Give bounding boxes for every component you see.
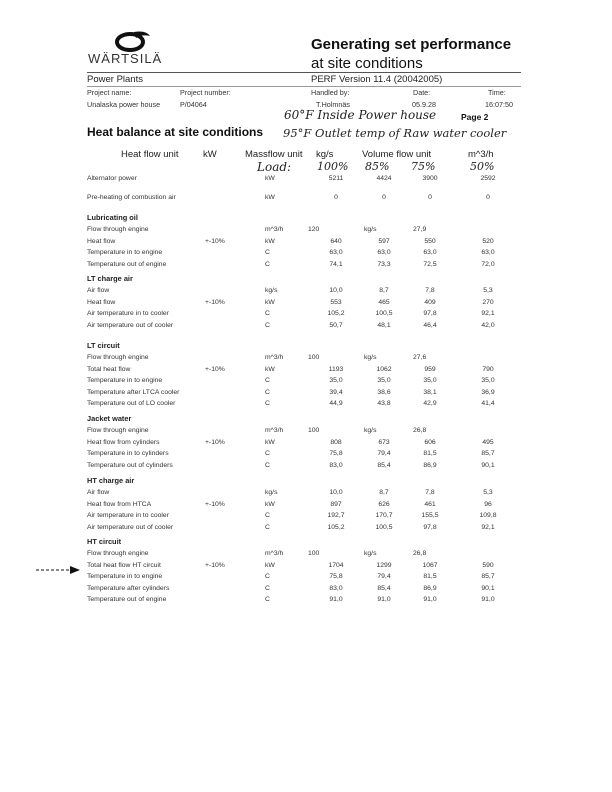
flow-row-unit: m^3/h [265, 226, 284, 233]
table-row-value-50: 85,7 [481, 573, 495, 580]
col-header-massflow-unit: Massflow unit [245, 149, 303, 160]
project-number-value: P/04064 [180, 100, 207, 109]
flow-row-unit: m^3/h [265, 550, 284, 557]
table-row-value-75: 42,9 [423, 400, 437, 407]
table-row-value-85: 1299 [376, 561, 392, 569]
table-row-value-50: 63,0 [481, 249, 495, 256]
table-row-value-75: 7,8 [425, 489, 435, 496]
table-row-value-100: 10,0 [329, 489, 343, 496]
preheating-row-label: Pre-heating of combustion air [87, 194, 176, 201]
table-row-unit: kg/s [265, 489, 278, 496]
table-row-tolerance: +-10% [205, 365, 225, 373]
table-row-value-85: 85,4 [377, 584, 391, 592]
alternator-power-row-value-50: 2592 [480, 175, 496, 182]
table-row-value-85: 673 [378, 438, 390, 446]
table-row-unit: C [265, 461, 270, 469]
table-row-value-50: 91,0 [481, 596, 495, 603]
page-number: Page 2 [461, 112, 489, 122]
table-row-value-75: 86,9 [423, 461, 437, 469]
table-row-value-75: 550 [424, 237, 436, 245]
flow-row-value: 100 [308, 550, 320, 557]
alternator-power-row-value-75: 3900 [422, 175, 438, 182]
table-row-label: Temperature out of LO cooler [87, 400, 176, 407]
table-row-value-100: 1193 [328, 365, 344, 373]
table-row-tolerance: +-10% [205, 298, 225, 306]
project-number-label: Project number: [180, 88, 231, 97]
flow-row-label: Flow through engine [87, 427, 149, 434]
preheating-row-value-85: 0 [382, 194, 386, 201]
section-title: LT circuit [87, 341, 120, 350]
table-row-value-100: 808 [330, 438, 342, 446]
header-rule-2 [87, 86, 521, 87]
flow-row-value: 120 [308, 226, 320, 233]
table-row-value-100: 83,0 [329, 461, 343, 469]
arrow-right-icon [36, 565, 80, 575]
table-row-label: Heat flow from HTCA [87, 500, 152, 508]
flow-row-value2: 27,9 [413, 226, 427, 233]
table-row-label: Temperature out of engine [87, 596, 167, 603]
handled-by-label: Handled by: [311, 88, 350, 97]
table-row-unit: C [265, 321, 270, 329]
table-row-value-75: 38,1 [423, 388, 437, 396]
table-row-value-75: 1067 [422, 561, 438, 569]
table-row-value-100: 35,0 [329, 377, 343, 384]
table-row-value-85: 48,1 [377, 321, 391, 329]
perf-version: PERF Version 11.4 (20042005) [311, 74, 443, 85]
table-row-value-85: 38,6 [377, 388, 391, 396]
section-title: LT charge air [87, 274, 133, 283]
table-row-value-50: 92,1 [481, 523, 495, 531]
flow-row-unit2: kg/s [364, 354, 377, 361]
table-row-unit: kW [265, 500, 275, 508]
table-row-value-50: 520 [482, 237, 494, 245]
table-row-label: Temperature after LTCA cooler [87, 388, 180, 396]
table-row-value-75: 97,8 [423, 310, 437, 317]
table-row-value-100: 553 [330, 298, 342, 306]
table-row-label: Total heat flow HT circuit [87, 561, 161, 569]
project-name-value: Unalaska power house [87, 100, 161, 109]
table-row-value-75: 81,5 [423, 450, 437, 457]
table-row-value-100: 192,7 [327, 512, 345, 519]
flow-row-unit2: kg/s [364, 427, 377, 434]
table-row-unit: kg/s [265, 287, 278, 294]
table-row-value-50: 90,1 [481, 461, 495, 469]
table-row-unit: C [265, 400, 270, 407]
table-row-label: Heat flow from cylinders [87, 438, 160, 446]
table-row-value-75: 409 [424, 298, 436, 306]
page-subtitle: at site conditions [311, 55, 423, 72]
table-row-unit: C [265, 249, 270, 256]
table-row-value-85: 73,3 [377, 260, 391, 268]
flow-row-unit: m^3/h [265, 354, 284, 361]
table-row-value-85: 8,7 [379, 489, 389, 496]
handwritten-load-label: Load: [257, 160, 292, 174]
table-row-value-85: 170,7 [375, 512, 393, 519]
flow-row-label: Flow through engine [87, 226, 149, 233]
project-name-label: Project name: [87, 88, 132, 97]
col-header-heat-flow-unit: Heat flow unit [121, 149, 179, 160]
table-row-value-100: 39,4 [329, 388, 343, 396]
table-row-value-100: 10,0 [329, 287, 343, 294]
table-row-value-50: 590 [482, 561, 494, 569]
table-row-value-85: 79,4 [377, 450, 391, 457]
table-row-value-100: 63,0 [329, 249, 343, 256]
table-row-label: Heat flow [87, 298, 116, 306]
table-row-value-75: 91,0 [423, 596, 437, 603]
wartsila-logo-icon [112, 30, 152, 52]
table-row-value-50: 36,9 [481, 388, 495, 396]
table-row-unit: C [265, 596, 270, 603]
table-row-unit: C [265, 388, 270, 396]
preheating-row-value-50: 0 [486, 194, 490, 201]
date-value: 05.9.28 [412, 100, 436, 109]
col-header-m3h: m^3/h [468, 149, 494, 160]
table-row-unit: C [265, 260, 270, 268]
table-row-value-100: 50,7 [329, 321, 343, 329]
table-row-unit: C [265, 310, 270, 317]
table-row-unit: C [265, 450, 270, 457]
table-row-value-50: 42,0 [481, 321, 495, 329]
table-row-value-50: 92,1 [481, 310, 495, 317]
table-row-unit: C [265, 377, 270, 384]
table-row-value-85: 626 [378, 500, 390, 508]
table-row-value-100: 74,1 [329, 260, 343, 268]
table-row-value-85: 35,0 [377, 377, 391, 384]
preheating-row-value-75: 0 [428, 194, 432, 201]
table-row-label: Air temperature out of cooler [87, 523, 174, 531]
table-row-value-85: 63,0 [377, 249, 391, 256]
table-row-value-100: 75,8 [329, 450, 343, 457]
table-row-unit: kW [265, 237, 275, 245]
table-row-value-75: 81,5 [423, 573, 437, 580]
table-row-value-100: 91,0 [329, 596, 343, 603]
handled-by-value: T.Holmnäs [316, 100, 350, 109]
handwritten-load-100: 100% [317, 160, 349, 173]
table-row-label: Temperature in to engine [87, 377, 163, 384]
table-row-unit: kW [265, 365, 275, 373]
table-row-value-75: 97,8 [423, 523, 437, 531]
table-row-value-85: 100,5 [375, 523, 393, 531]
table-row-value-50: 90,1 [481, 584, 495, 592]
table-row-value-50: 72,0 [481, 260, 495, 268]
flow-row-value: 100 [308, 354, 320, 361]
handwritten-load-85: 85% [365, 160, 390, 173]
table-row-value-75: 46,4 [423, 321, 437, 329]
table-row-value-85: 100,5 [375, 310, 393, 317]
table-row-value-50: 5,3 [483, 489, 493, 496]
table-row-unit: kW [265, 298, 275, 306]
table-title: Heat balance at site conditions [87, 125, 264, 139]
section-title: HT circuit [87, 537, 122, 546]
brand-name: WÄRTSILÄ [88, 51, 163, 66]
page-title: Generating set performance [311, 36, 512, 53]
table-row-value-100: 83,0 [329, 584, 343, 592]
table-row-value-100: 1704 [328, 561, 344, 569]
table-row-value-85: 597 [378, 237, 390, 245]
table-row-value-85: 8,7 [379, 287, 389, 294]
table-row-label: Air temperature out of cooler [87, 321, 174, 329]
flow-row-label: Flow through engine [87, 550, 149, 557]
table-row-value-50: 96 [484, 500, 492, 508]
handwritten-note-2: 95°F Outlet temp of Raw water cooler [283, 126, 507, 140]
table-row-tolerance: +-10% [205, 500, 225, 508]
table-row-value-75: 86,9 [423, 584, 437, 592]
table-row-unit: C [265, 584, 270, 592]
table-row-value-100: 75,8 [329, 573, 343, 580]
time-value: 16:07:50 [485, 100, 513, 109]
table-row-value-50: 790 [482, 365, 494, 373]
division-name: Power Plants [87, 74, 143, 85]
handwritten-load-75: 75% [411, 160, 436, 173]
handwritten-note-1: 60°F Inside Power house [284, 108, 437, 122]
preheating-row-value-100: 0 [334, 194, 338, 201]
date-label: Date: [413, 88, 431, 97]
table-row-tolerance: +-10% [205, 561, 225, 569]
table-row-value-75: 72,5 [423, 260, 437, 268]
col-header-kgs: kg/s [316, 149, 334, 160]
table-row-value-75: 461 [424, 500, 436, 508]
flow-row-value2: 27,6 [413, 354, 427, 361]
table-row-value-85: 79,4 [377, 573, 391, 580]
section-title: Jacket water [87, 414, 132, 423]
section-title: HT charge air [87, 476, 135, 485]
handwritten-load-50: 50% [470, 160, 495, 173]
section-title: Lubricating oil [87, 213, 138, 222]
alternator-power-row-value-100: 5211 [328, 175, 344, 182]
table-row-value-75: 959 [424, 365, 436, 373]
table-row-value-85: 43,8 [377, 400, 391, 407]
table-row-label: Temperature in to cylinders [87, 450, 169, 457]
table-row-value-75: 606 [424, 438, 436, 446]
table-row-label: Air flow [87, 489, 110, 496]
table-row-label: Total heat flow [87, 365, 131, 373]
table-row-unit: C [265, 523, 270, 531]
flow-row-unit2: kg/s [364, 226, 377, 233]
table-row-value-85: 1062 [376, 365, 392, 373]
table-row-label: Temperature out of engine [87, 260, 167, 268]
table-row-unit: kW [265, 561, 275, 569]
flow-row-value2: 26,8 [413, 550, 427, 557]
table-row-label: Heat flow [87, 237, 116, 245]
alternator-power-row-label: Alternator power [87, 175, 137, 182]
table-row-value-75: 35,0 [423, 377, 437, 384]
table-row-value-100: 640 [330, 237, 342, 245]
col-header-kw: kW [203, 149, 217, 160]
flow-row-value2: 26,8 [413, 427, 427, 434]
flow-row-label: Flow through engine [87, 354, 149, 361]
table-row-label: Temperature out of cylinders [87, 461, 173, 469]
table-row-label: Air temperature in to cooler [87, 310, 169, 317]
table-row-value-100: 44,9 [329, 400, 343, 407]
table-row-value-50: 35,0 [481, 377, 495, 384]
flow-row-unit2: kg/s [364, 550, 377, 557]
preheating-row-unit: kW [265, 194, 275, 201]
table-row-value-75: 155,5 [421, 512, 439, 519]
table-row-value-50: 109,8 [479, 512, 497, 519]
table-row-value-50: 495 [482, 438, 494, 446]
table-row-value-85: 465 [378, 298, 390, 306]
alternator-power-row-unit: kW [265, 175, 275, 182]
table-row-value-100: 105,2 [327, 310, 345, 317]
table-row-value-75: 63,0 [423, 249, 437, 256]
header-rule [87, 72, 521, 73]
table-row-value-50: 41,4 [481, 400, 495, 407]
table-row-tolerance: +-10% [205, 237, 225, 245]
table-row-value-75: 7,8 [425, 287, 435, 294]
table-row-value-85: 91,0 [377, 596, 391, 603]
time-label: Time: [488, 88, 506, 97]
table-row-label: Air flow [87, 287, 110, 294]
table-row-unit: C [265, 512, 270, 519]
table-row-value-100: 105,2 [327, 523, 345, 531]
table-row-tolerance: +-10% [205, 438, 225, 446]
table-row-label: Air temperature in to cooler [87, 512, 169, 519]
table-row-label: Temperature after cylinders [87, 584, 170, 592]
table-row-value-50: 85,7 [481, 450, 495, 457]
table-row-unit: C [265, 573, 270, 580]
table-row-value-50: 270 [482, 298, 494, 306]
alternator-power-row-value-85: 4424 [376, 175, 392, 182]
table-row-value-100: 897 [330, 500, 342, 508]
flow-row-value: 100 [308, 427, 320, 434]
table-row-label: Temperature in to engine [87, 573, 163, 580]
col-header-volume-flow-unit: Volume flow unit [362, 149, 432, 160]
table-row-label: Temperature in to engine [87, 249, 163, 256]
table-row-value-85: 85,4 [377, 461, 391, 469]
table-row-value-50: 5,3 [483, 287, 493, 294]
flow-row-unit: m^3/h [265, 427, 284, 434]
table-row-unit: kW [265, 438, 275, 446]
